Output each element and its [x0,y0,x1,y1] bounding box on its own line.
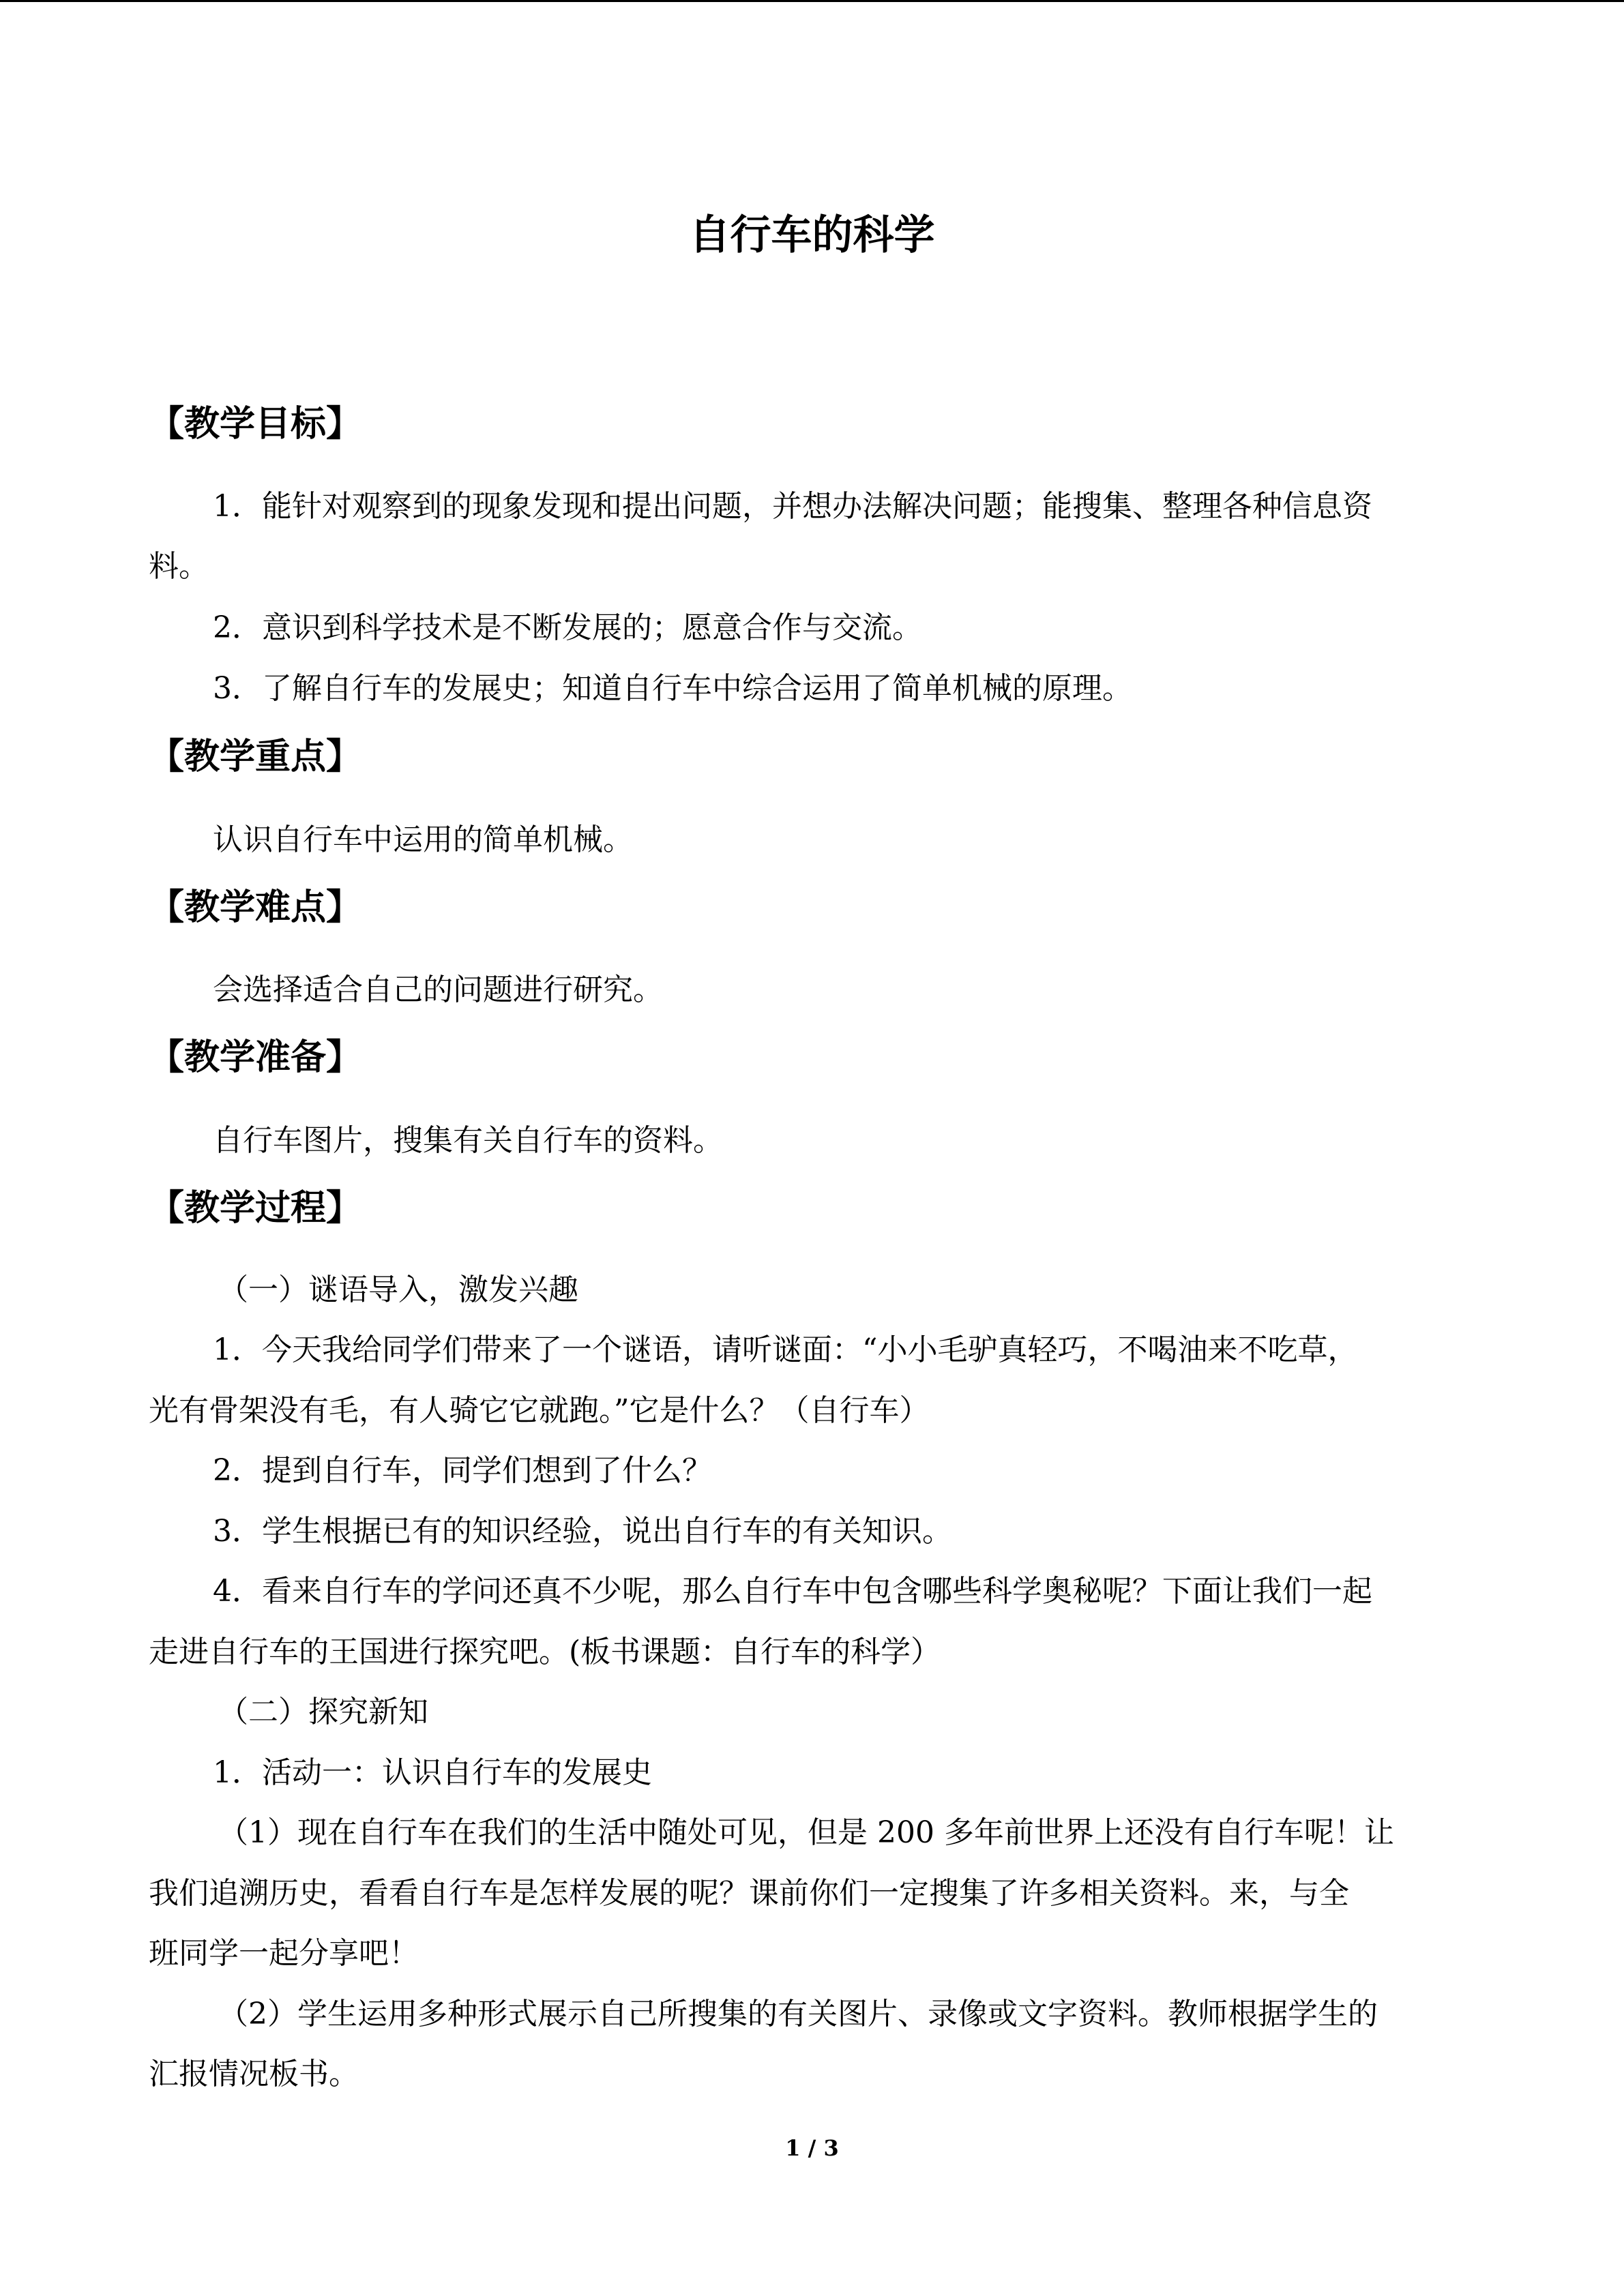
process-line: 光有骨架没有毛，有人骑它它就跑。”它是什么？（自行车） [149,1393,930,1428]
process-line: 4．看来自行车的学问还真不少呢，那么自行车中包含哪些科学奥秘呢？下面让我们一起 [213,1574,1372,1609]
process-line: 1．今天我给同学们带来了一个谜语，请听谜面：“小小毛驴真轻巧，不喝油来不吃草， [213,1332,1358,1367]
process-line: 我们追溯历史，看看自行车是怎样发展的呢？课前你们一定搜集了许多相关资料。来，与全 [149,1876,1349,1911]
key-points-text: 认识自行车中运用的简单机械。 [213,822,633,857]
process-line: （1）现在自行车在我们的生活中随处可见，但是 200 多年前世界上还没有自行车呢！让 [218,1815,1394,1850]
heading-difficulties: 【教学难点】 [149,887,362,928]
preparation-text: 自行车图片，搜集有关自行车的资料。 [213,1123,723,1158]
page-number: 1 / 3 [785,2135,839,2161]
top-border-line [0,0,1624,2]
objective-line-1-cont: 料。 [149,549,209,584]
process-line: 2．提到自行车，同学们想到了什么？ [213,1453,712,1488]
process-line: 3．学生根据已有的知识经验，说出自行车的有关知识。 [213,1514,952,1549]
process-line: （2）学生运用多种形式展示自己所搜集的有关图片、录像或文字资料。教师根据学生的 [218,1997,1378,2031]
document-title: 自行车的科学 [689,211,935,259]
heading-preparation: 【教学准备】 [149,1037,362,1078]
difficulties-text: 会选择适合自己的问题进行研究。 [213,972,663,1007]
objective-line-2: 2．意识到科学技术是不断发展的；愿意合作与交流。 [213,610,922,645]
process-line: 班同学一起分享吧！ [149,1936,419,1971]
objective-line-3: 3．了解自行车的发展史；知道自行车中综合运用了简单机械的原理。 [213,671,1132,706]
process-line: （二）探究新知 [218,1695,428,1729]
objective-line-1: 1．能针对观察到的现象发现和提出问题，并想办法解决问题；能搜集、整理各种信息资 [213,489,1372,524]
heading-process: 【教学过程】 [149,1188,362,1229]
process-line: 走进自行车的王国进行探究吧。(板书课题：自行车的科学） [149,1635,941,1669]
process-line: （一）谜语导入，激发兴趣 [218,1272,578,1307]
process-line: 1．活动一：认识自行车的发展史 [213,1755,652,1790]
heading-objectives: 【教学目标】 [149,404,362,445]
heading-key-points: 【教学重点】 [149,736,362,777]
process-line: 汇报情况板书。 [149,2057,359,2091]
